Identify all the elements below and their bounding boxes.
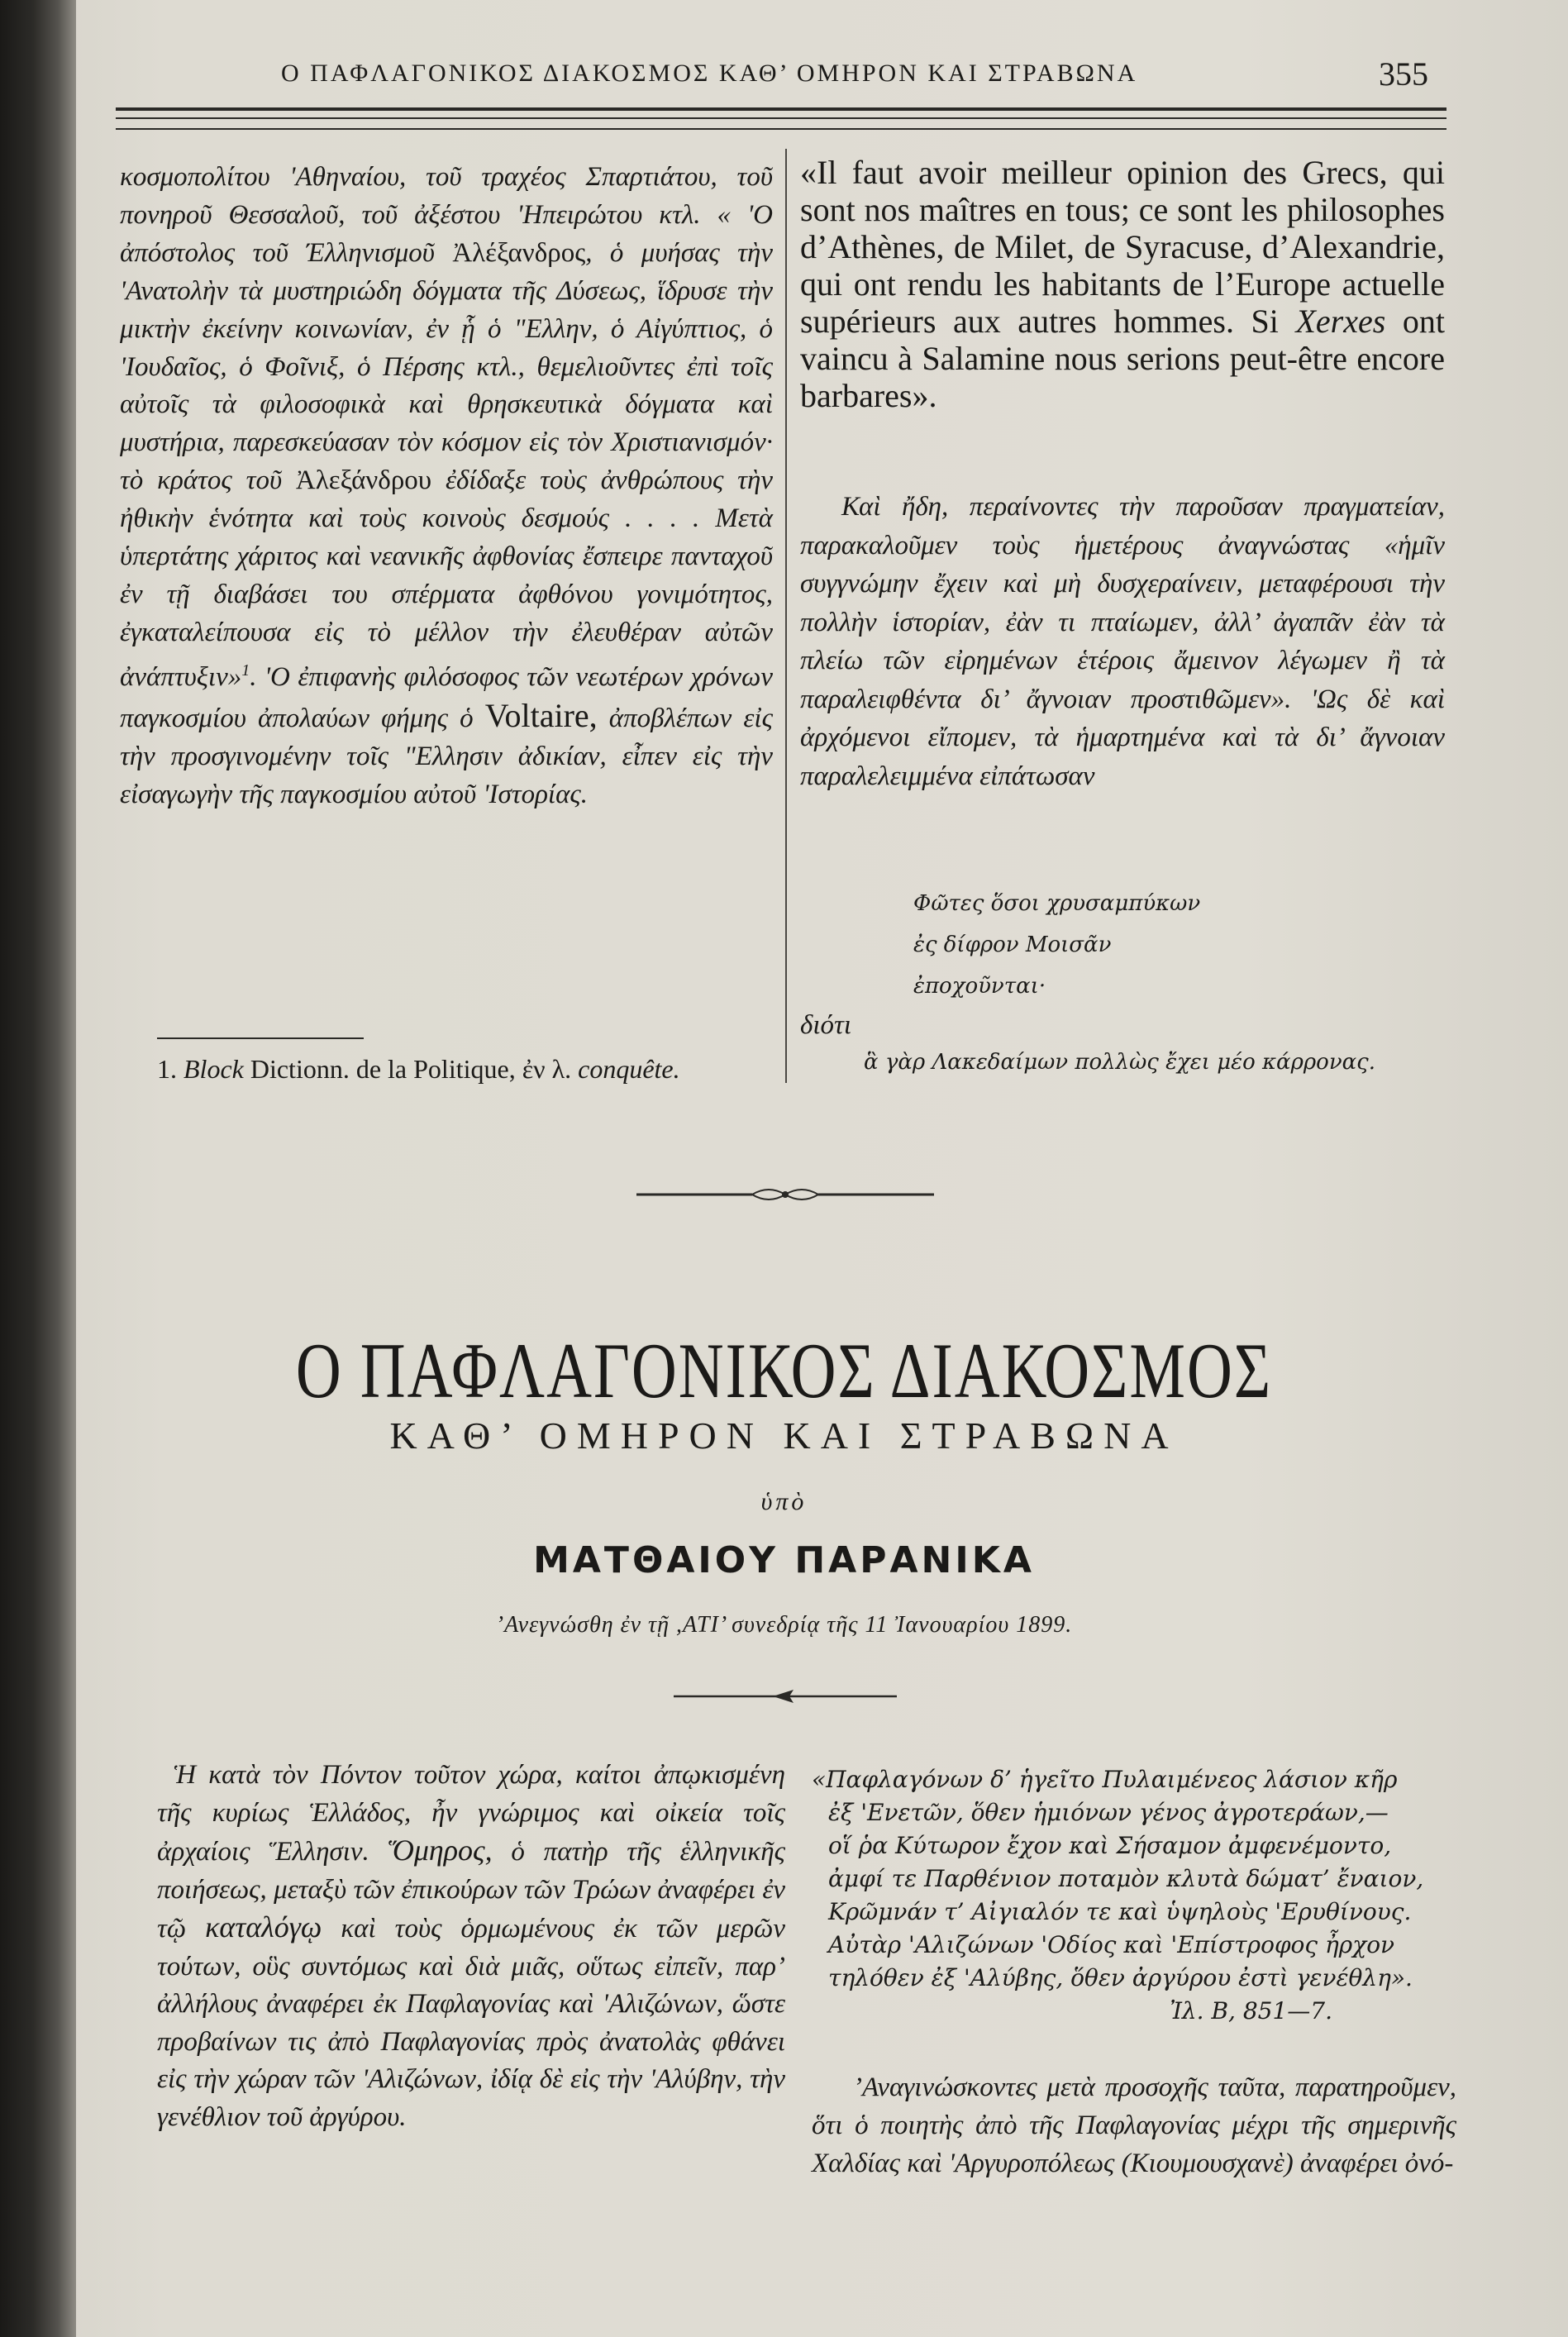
footnote-word: conquête.	[578, 1054, 680, 1084]
article-title: Ο ΠΑΦΛΑΓΟΝΙΚΟΣ ΔΙΑΚΟΣΜΟΣ	[295, 1328, 1273, 1415]
word-katalogo: καταλόγῳ	[205, 1910, 322, 1944]
footnote-reference: 1	[241, 661, 250, 680]
text-run: ἀποβλέπων εἰς τὴν προσγινομένην τοῖς "Ελλησιν ἀδικίαν, εἶπεν εἰς τὴν εἰσαγωγὴν τῆς παγκοσμίου αὐτοῦ 'Ιστορίας.	[120, 703, 773, 809]
left-column-text	[120, 159, 773, 813]
dioti-word: διότι	[800, 1010, 851, 1040]
french-quote	[800, 154, 1445, 414]
footnote-text: Dictionn. de la Politique, ἐν λ.	[243, 1054, 579, 1084]
article-subtitle: ΚΑΘ’ ΟΜΗΡΟΝ ΚΑΙ ΣΤΡΑΒΩΝΑ	[389, 1414, 1179, 1457]
text-run: «Il faut avoir meilleur opinion des Grecs, qui sont nos maîtres en tous; ce sont les philosophes d’Athènes, de Milet, de Syracuse, d’Alexandrie, qui ont rendu les habitants de l’Europe actuelle supérieurs aux autres hommes. Si	[800, 154, 1445, 340]
text-run: ont vaincu à Salamine nous serions peut-être encore barbares».	[800, 303, 1445, 414]
header-rule-thin-2	[116, 128, 1446, 130]
quote-line: τηλόθεν ἐξ 'Αλύβης, ὅθεν ἀργύρου ἐστὶ γενέθλη».	[828, 1964, 1413, 1991]
name-alexandros: Ἀλέξανδρος	[452, 237, 586, 268]
poem-line-2: ἐς δίφρον Μοισᾶν	[913, 932, 1112, 957]
right-column-greek: Καὶ ἤδη, περαίνοντες τὴν παροῦσαν πραγματείαν, παρακαλοῦμεν τοὺς ἡμετέρους ἀναγνώστας «ἡμῖν συγγνώμην ἔχειν καὶ μὴ δυσχεραίνειν, μεταφέρουσι τὴν πολλὴν ἱστορίαν, ἐὰν τι πταίωμεν, ἀλλ’ ἀγαπᾶν ἐὰν τὰ πλείω τῶν εἰρημένων ἑτέροις ἄμεινον λέγωμεν ἢ τὰ παραλειφθέντα δι’ ἄγνοιαν προστιθῶμεν». 'Ως δὲ καὶ ἀρχόμενοι εἴπομεν, τὰ ἡμαρτημένα καὶ τὰ δι’ ἄγνοιαν παραλελειμμένα εἰπάτωσαν	[800, 492, 1445, 791]
ornament-divider-2	[674, 1686, 897, 1706]
footnote-rule	[157, 1037, 364, 1039]
text-run: ἐδίδαξε τοὺς ἀνθρώπους τὴν ἠθικὴν ἑνότητα καὶ τοὺς κοινοὺς δεσμούς . . . . Μετὰ ὑπερτάτης χάριτος καὶ νεανικῆς ἀφθονίας ἔσπειρε πανταχοῦ ἐν τῇ διαβάσει του σπέρματα ἀφθόνου γονιμότητος, ἐγκαταλείπουσα εἰς τὸ μέλλον τὴν ἐλευθέραν αὐτῶν ἀνάπτυξιν»	[120, 465, 773, 692]
running-head: Ο ΠΑΦΛΑΓΟΝΙΚΟΣ ΔΙΑΚΟΣΜΟΣ ΚΑΘ’ ΟΜΗΡΟΝ ΚΑΙ ΣΤΡΑΒΩΝΑ	[281, 60, 1138, 87]
quote-line: ἀμφί τε Παρθένιον ποταμὸν κλυτὰ δώματ’ ἔναιον,	[828, 1865, 1424, 1892]
quote-line: οἵ ῥα Κύτωρον ἔχον καὶ Σήσαμον ἀμφενέμοντο,	[828, 1832, 1392, 1859]
body-text-left	[157, 1757, 785, 2136]
header-rule-thick	[116, 107, 1446, 111]
column-divider	[785, 149, 787, 1083]
name-xerxes: Xerxes	[1295, 303, 1386, 340]
ornament-divider-1	[636, 1182, 934, 1207]
name-omiros: Ὅμηρος,	[388, 1834, 493, 1867]
homer-quote	[812, 1763, 1456, 2028]
read-note: ’Ανεγνώσθη ἐν τῇ ,ΑΤΙ’ συνεδρίᾳ τῆς 11 Ἰανουαρίου 1899.	[495, 1612, 1073, 1638]
article-by: ὑπὸ	[760, 1488, 808, 1515]
poem-line-3: ἐποχοῦνται·	[913, 974, 1046, 999]
page-number: 355	[1379, 55, 1428, 93]
text-run: , ὁ μυήσας τὴν 'Ανατολὴν τὰ μυστηριώδη δόγματα τῆς Δύσεως, ἵδρυσε τὴν μικτὴν ἐκείνην κοινωνίαν, ἐν ᾗ ὁ "Ελλην, ὁ Αἰγύπτιος, ὁ 'Ιουδαῖος, ὁ Φοῖνιξ, ὁ Πέρσης κτλ., θεμελιοῦντες ἐπὶ τοῖς αὐτοῖς τὰ φιλοσοφικὰ καὶ θρησκευτικὰ δόγματα καὶ μυστήρια, παρεσκεύασαν τὸν κόσμον εἰς τὸν Χριστιανισμόν· τὸ κράτος τοῦ	[120, 237, 773, 496]
article-author: ΜΑΤΘΑΙΟΥ ΠΑΡΑΝΙΚΑ	[533, 1539, 1035, 1581]
quote-line: ἐξ 'Ενετῶν, ὅθεν ἡμιόνων γένος ἀγροτεράων,—	[828, 1799, 1389, 1826]
name-alexandrou: Ἀλεξάνδρου	[295, 465, 432, 496]
quote-line: Κρῶμνάν τ’ Αἰγιαλόν τε καὶ ὑψηλοὺς 'Ερυθίνους.	[828, 1898, 1412, 1925]
text-run: Ἡ κατὰ τὸν Πόντον τοῦτον χώρα, καίτοι ἀπῳκισμένη τῆς κυρίως Ἑλλάδος, ἦν γνώριμος καὶ οἰκεία τοῖς ἀρχαίοις Ἕλλησιν.	[157, 1760, 785, 1867]
quote-line: Αὐτὰρ 'Αλιζώνων 'Οδίος καὶ 'Επίστροφος ἦρχον	[828, 1931, 1395, 1958]
name-voltaire: Voltaire,	[484, 696, 598, 734]
footnote	[157, 1054, 680, 1085]
text-run: κοσμοπολίτου 'Αθηναίου, τοῦ τραχέος Σπαρτιάτου, τοῦ πονηροῦ Θεσσαλοῦ, τοῦ ἀξέστου 'Ηπειρώτου κτλ. « 'Ο ἀπόστολος τοῦ Έλληνισμοῦ	[120, 162, 773, 268]
text-run: καὶ τοὺς ὁρμωμένους ἐκ τῶν μερῶν τούτων, οὓς συντόμως καὶ διὰ μιᾶς, οὕτως εἰπεῖν, παρ’ ἀλλήλους ἀναφέρει ἐκ Παφλαγονίας καὶ 'Αλιζώνων, ὥστε προβαίνων τις ἀπὸ Παφλαγονίας πρὸς ἀνατολὰς φθάνει εἰς τὴν χώραν τῶν 'Αλιζώνων, ἰδίᾳ δὲ εἰς τὴν 'Αλύβην, τὴν γενέθλιον τοῦ ἀργύρου.	[157, 1914, 785, 2132]
quote-citation: Ἰλ. Β, 851—7.	[1170, 1997, 1332, 2025]
quote-line: «Παφλαγόνων δ’ ἡγεῖτο Πυλαιμένεος λάσιον κῆρ	[812, 1766, 1398, 1793]
body-text-right: ’Αναγινώσκοντες μετὰ προσοχῆς ταῦτα, παρατηροῦμεν, ὅτι ὁ ποιητὴς ἀπὸ τῆς Παφλαγονίας μέχρι τῆς σημερινῆς Χαλδίας καὶ 'Αργυροπόλεως (Κιουμουσχανὲ) ἀναφέρει ὀνό-	[812, 2072, 1456, 2178]
poem-line-1: Φῶτες ὅσοι χρυσαμπύκων	[913, 891, 1201, 916]
book-spine-shadow	[0, 0, 76, 2337]
text-run: . 'Ο ἐπιφανὴς φιλόσοφος τῶν νεωτέρων χρόνων παγκοσμίου ἀπολαύων φήμης ὁ	[120, 661, 773, 733]
footnote-number: 1.	[157, 1054, 177, 1084]
header-rule-thin	[116, 117, 1446, 119]
poem-last-line: ἃ γὰρ Λακεδαίμων πολλὼς ἔχει μέο κάρρονας.	[864, 1050, 1376, 1075]
footnote-author: Block	[183, 1054, 244, 1084]
text-run: ὁ πατὴρ τῆς ἑλληνικῆς ποιήσεως, μεταξὺ τῶν ἐπικούρων τῶν Τρώων ἀναφέρει ἐν τῷ	[157, 1837, 786, 1944]
